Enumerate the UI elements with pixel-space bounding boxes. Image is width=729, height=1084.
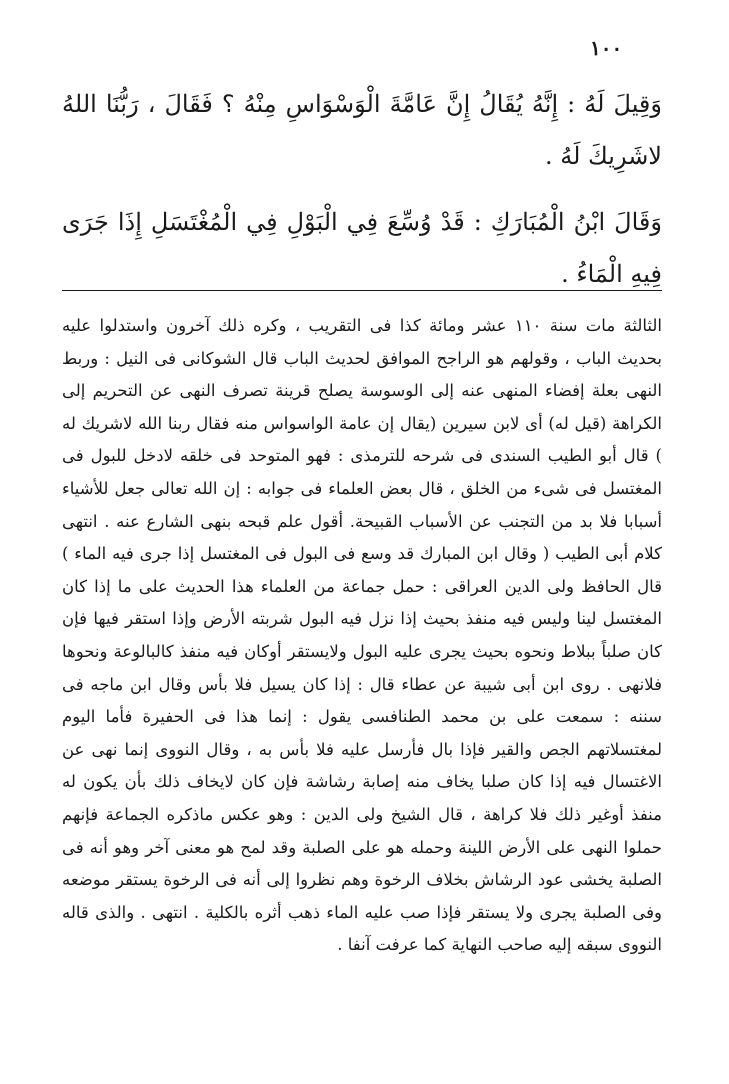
main-text <box>62 78 662 314</box>
footnote-text: الثالثة مات سنة ١١٠ عشر ومائة كذا فى التقريب ، وكره ذلك آخرون واستدلوا عليه بحديث الباب ، وقولهم هو الراجح الموافق لحديث الباب قال الشوكانى فى النيل : وربط النهى بعلة إفضاء المنهى عنه إلى الوسوسة يصلح قرينة تصرف النهى عن التحريم إلى الكراهة (قيل له) أى لابن سيرين (يقال إن عامة الواسواس منه فقال ربنا الله لاشريك له ) قال أبو الطيب السندى فى شرحه للترمذى : فهو المتوحد فى خلقه لادخل للبول فى المغتسل فى شىء من الخلق ، قال بعض العلماء فى جوابه : إن الله تعالى جعل للأشياء أسبابا فلا بد من التجنب عن الأسباب القبيحة. أقول علم قبحه بنهى الشارع عنه . انتهى كلام أبى الطيب ( وقال ابن المبارك قد وسع فى البول فى المغتسل إذا جرى فيه الماء ) قال الحافظ ولى الدين العراقى : حمل جماعة من العلماء هذا الحديث على ما إذا كان المغتسل لينا وليس فيه منفذ بحيث إذا نزل فيه البول شربته الأرض وإذا استقر فيها فإن كان صلباً ببلاط ونحوه بحيث يجرى عليه البول ولايستقر أوكان فيه منفذ كالبالوعة ونحوها فلانهى . روى ابن أبى شيبة عن عطاء قال : إذا كان يسيل فلا بأس وقال ابن ماجه فى سننه : سمعت على بن محمد الطنافسى يقول : إنما هذا فى الحفيرة فأما اليوم لمغتسلاتهم الجص والقير فإذا بال فأرسل عليه فلا بأس به ، وقال النووى إنما نهى عن الاغتسال فيه إذا كان صلبا يخاف منه إصابة رشاشة فإن كان لايخاف ذلك بأن يكون له منفذ أوغير ذلك فلا كراهة ، قال الشيخ ولى الدين : وهو عكس ماذكره الجماعة فإنهم حملوا النهى على الأرض اللينة وحمله هو على الصلبة وقد لمح هو معنى آخر وهو أنه فى الصلبة يخشى عود الرشاش بخلاف الرخوة وهم نظروا إلى أنه فى الرخوة يستقر موضعه وفى الصلبة يجرى ولا يستقر فإذا صب عليه الماء ذهب أثره بالكلية . انتهى . والذى قاله النووى سبقه إليه صاحب النهاية كما عرفت آنفا . <box>62 316 662 955</box>
main-paragraph-2: وَقَالَ ابْنُ الْمُبَارَكِ : قَدْ وُسِّعَ فِي الْبَوْلِ فِي الْمُغْتَسَلِ إِذَا جَرَى فِيهِ الْمَاءُ . <box>62 208 662 288</box>
footnote-divider <box>62 290 662 291</box>
page-number: ١٠٠ <box>590 36 623 60</box>
main-paragraph-1: وَقِيلَ لَهُ : إِنَّهُ يُقَالُ إِنَّ عَامَّةَ الْوَسْوَاسِ مِنْهُ ؟ فَقَالَ ، رَبُّنَا اللهُ لاشَرِيكَ لَهُ . <box>62 90 662 170</box>
